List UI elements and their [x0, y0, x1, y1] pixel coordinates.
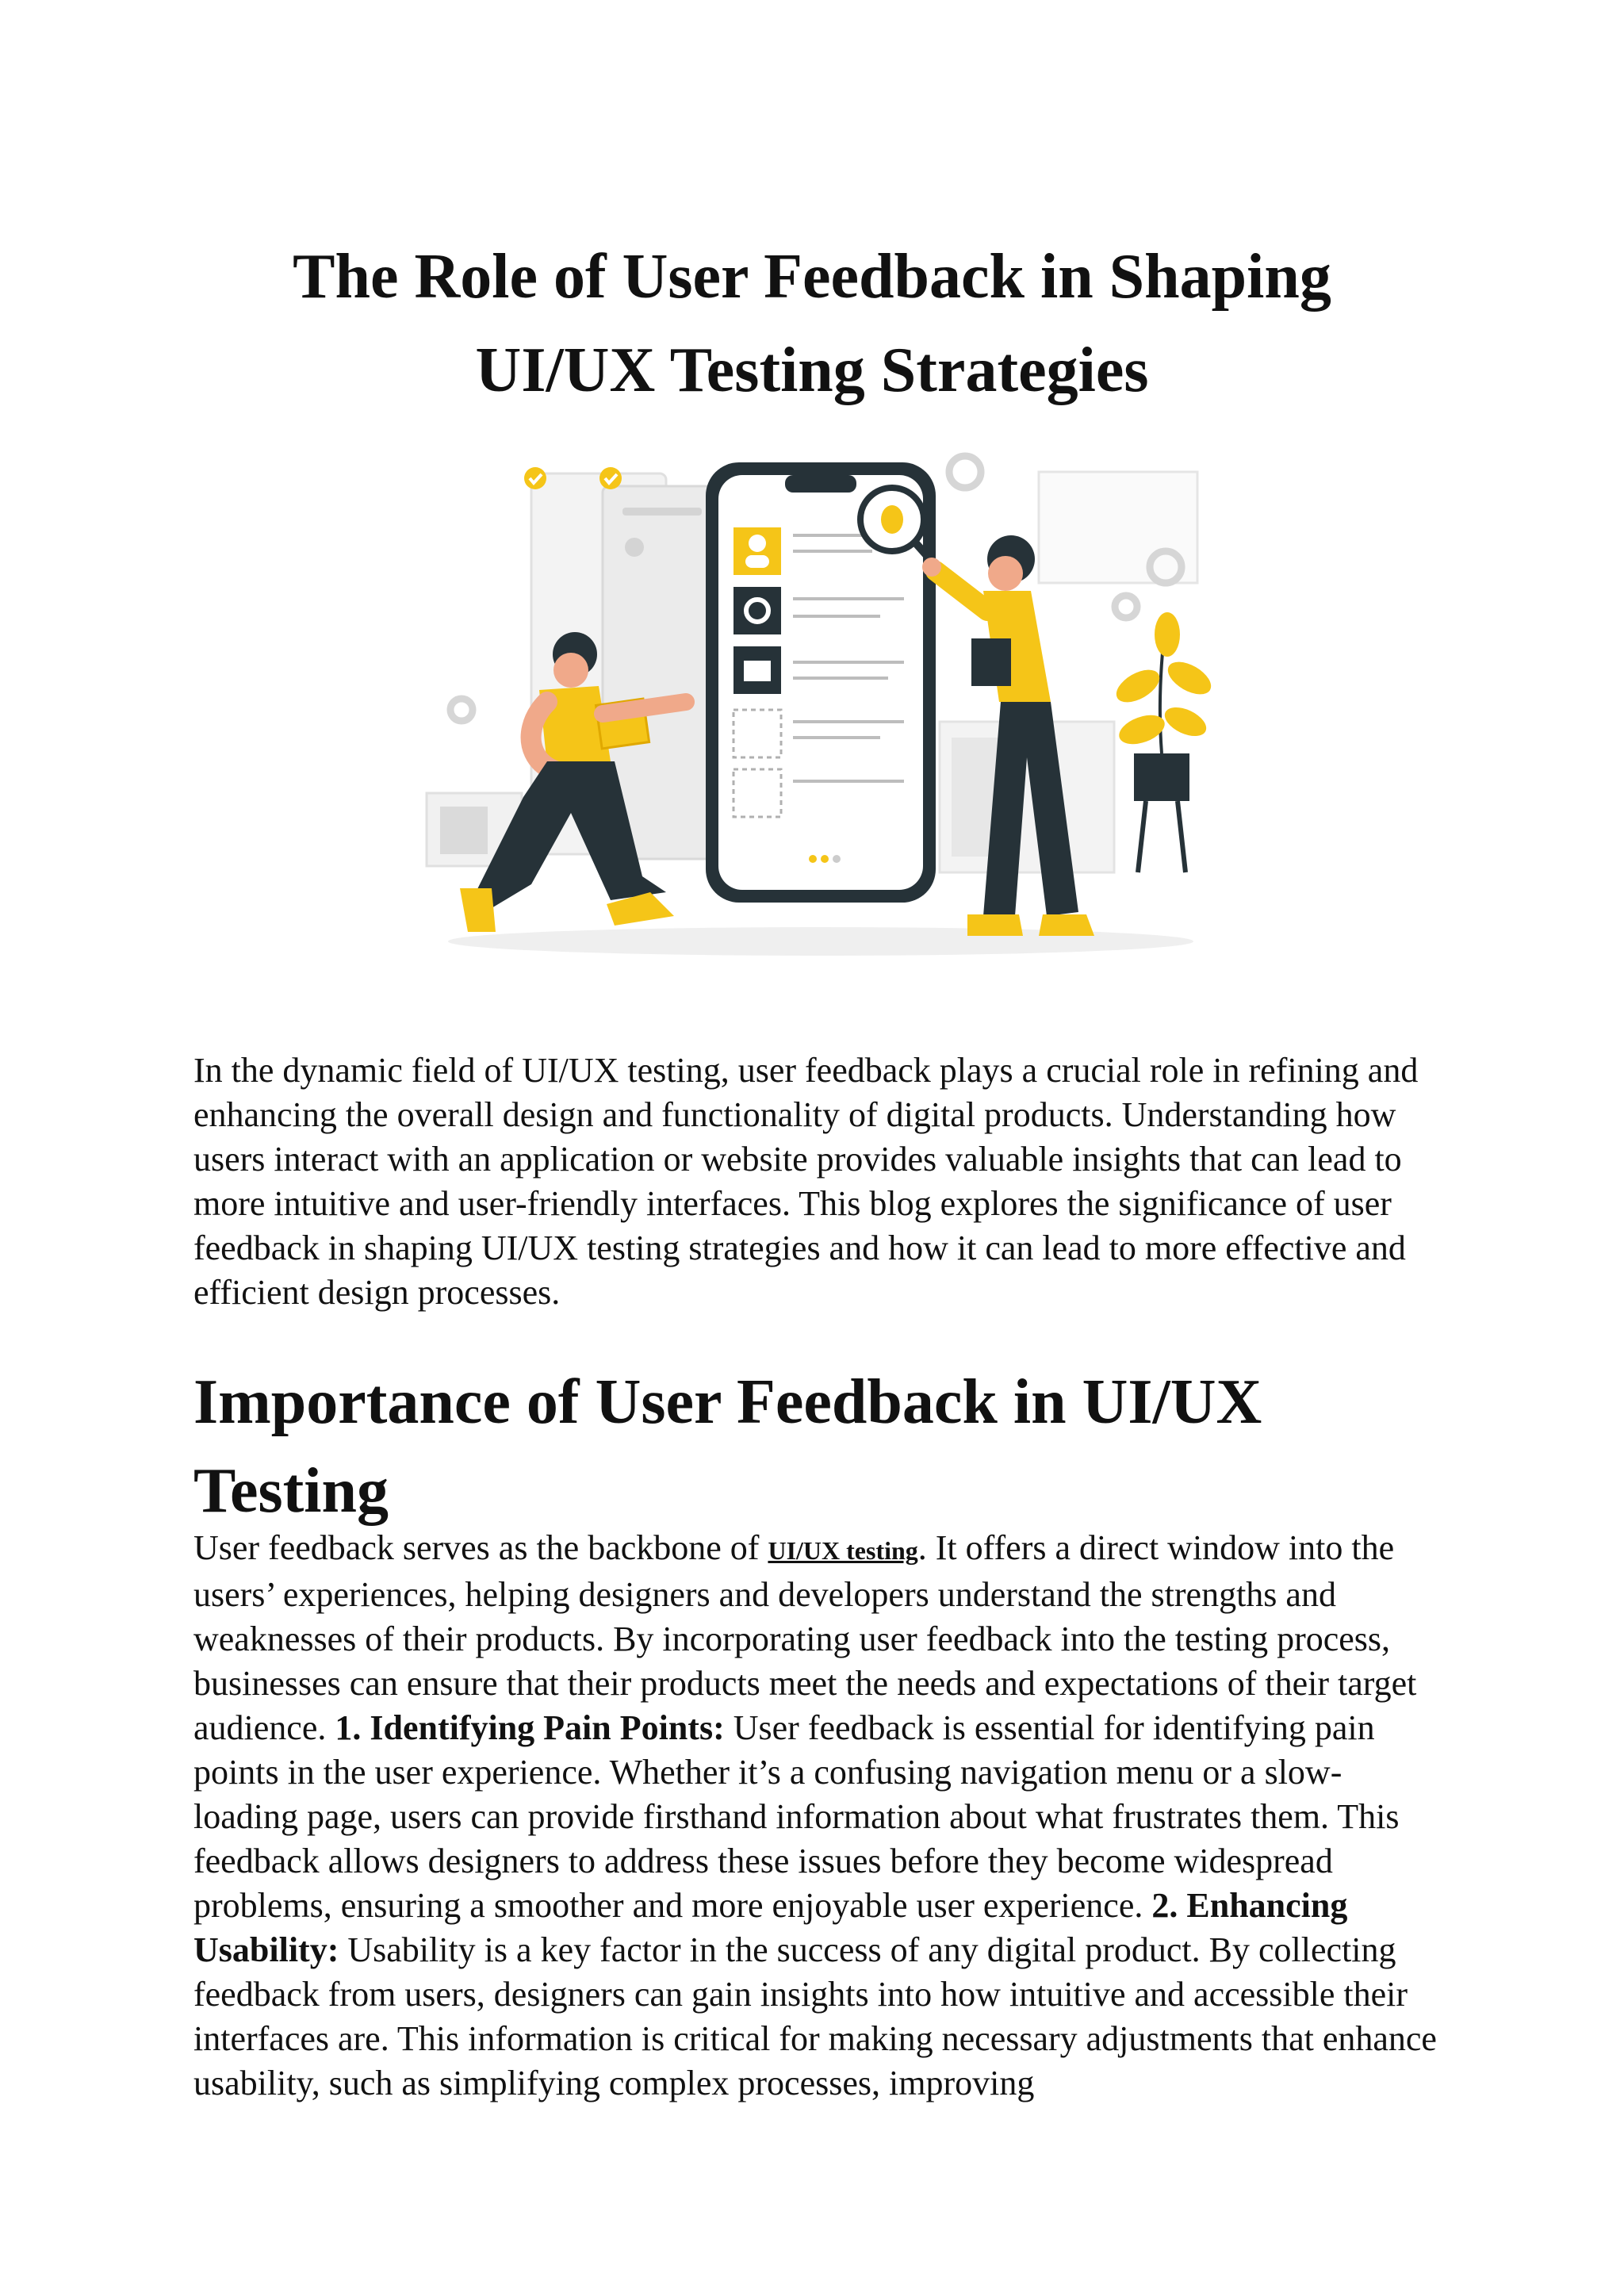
page-title	[190, 230, 1434, 417]
point-1-text: User feedback is essential for identifying pain points in the user experience. Whether it’s a confusing navigation menu or a slow-loading page, users can provide firsthand information about what frustrates them. This feedback allows designers to address these issues before they become widespread problems, ensuring a smoother and more enjoyable user experience.	[193, 1708, 1400, 1925]
point-2-label: 2. Enhancing Usability:	[193, 1886, 1348, 1969]
ui-ux-testing-illustration	[412, 440, 1229, 964]
title-line-2: UI/UX Testing Strategies	[475, 335, 1149, 405]
section-after-link-text: . It offers a direct window into the users’ experiences, helping designers and developers understand the strengths and weaknesses of their products. By incorporating user feedback into the testing process, businesses can ensure that their products meet the needs and expectations of their target audience.	[193, 1528, 1417, 1747]
section-paragraph	[193, 1526, 1438, 2106]
point-1-label: 1. Identifying Pain Points:	[335, 1708, 725, 1747]
plant-decoration	[1111, 612, 1216, 872]
title-line-1: The Role of User Feedback in Shaping	[293, 242, 1331, 312]
ui-ux-testing-link[interactable]: UI/UX testing	[768, 1536, 918, 1565]
point-2-text: Usability is a key factor in the success of any digital product. By collecting feedback from users, designers can gain insights into how intuitive and accessible their interfaces are. This information is critical for making necessary adjustments that enhance usability, such as simplifying complex processes, improving	[193, 1930, 1437, 2102]
section-heading: Importance of User Feedback in UI/UX Testing	[193, 1367, 1262, 1526]
section-lead-text: User feedback serves as the backbone of	[193, 1528, 768, 1567]
intro-paragraph: In the dynamic field of UI/UX testing, user feedback plays a crucial role in refining and enhancing the overall design and functionality of digital products. Understanding how users interact with an application or website provides valuable insights that can lead to more intuitive and user-friendly interfaces. This blog explores the significance of user feedback in shaping UI/UX testing strategies and how it can lead to more effective and efficient design processes.	[193, 1051, 1419, 1312]
